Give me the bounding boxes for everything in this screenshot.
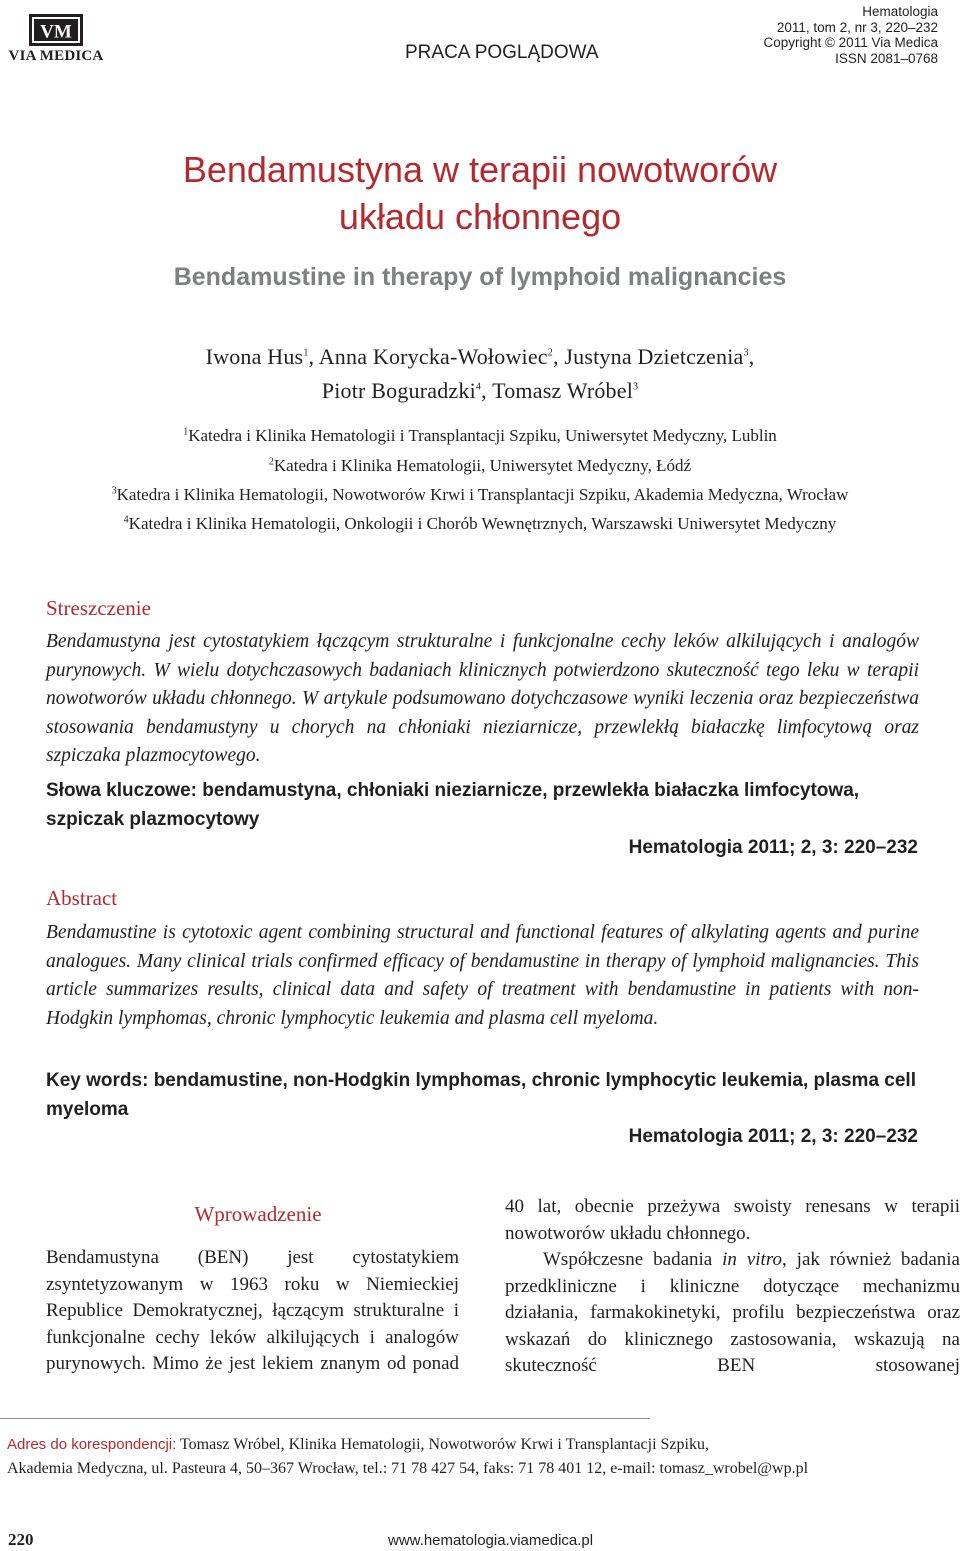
author-name: Tomasz Wróbel (492, 378, 634, 403)
intro-paragraph: Współczesne badania in vitro, jak również badania przedkliniczne i kliniczne dotyczące mechanizmu działania, farmakokinetyki, profilu bezpieczeństwa oraz wskazań do klinicznego zastosowania, wskazują na skuteczność BEN stosowanej (505, 1249, 960, 1376)
abstract-body: Bendamustine is cytotoxic agent combining structural and functional features of alkylating agents and purine analogues. Many clinical trials confirmed efficacy of bendamustine in therapy of lymphoid malignancies. This article summarizes results, clinical data and safety of treatment with bendamustine in patients with non-Hodgkin lymphomas, chronic lymphocytic leukemia and plasma cell myeloma. (46, 922, 919, 1029)
author-affiliation-ref: 4 (475, 381, 482, 393)
journal-url[interactable]: www.hematologia.viamedica.pl (388, 1532, 594, 1549)
author-name: Piotr Boguradzki (321, 378, 476, 403)
abstract-keywords: Key words: bendamustine, non-Hodgkin lymphomas, chronic lymphocytic leukemia, plasma cell myeloma (46, 1070, 916, 1120)
article-subtitle: Bendamustine in therapy of lymphoid malignancies (173, 263, 787, 291)
correspondence-address: Adres do korespondencji: Tomasz Wróbel, Klinika Hematologii, Nowotworów Krwi i Transplantacji Szpiku, Akademia Medyczna, ul. Pasteura 4, 50–367 Wrocław, tel.: 71 78 427 54, faks: 71 78 401 12, e-mail: tomasz_wrobel@wp.pl (7, 1436, 809, 1477)
intro-paragraph: Bendamustyna (BEN) jest cytostatykiem zsyntetyzowanym w 1963 roku w Niemieckiej Republice Demokratycznej, łączącym strukturalne i funkcjonalne cechy leków alkilujących i analogów purynowych. Mimo że jest lekiem znanym od ponad (46, 1247, 459, 1374)
streszczenie-citation: Hematologia 2011; 2, 3: 220–232 (628, 837, 918, 858)
journal-issn: ISSN 2081–0768 (835, 50, 938, 66)
affiliation: $^2$Katedra i Klinika Hematologii, Uniwersytet Medyczny, Łódź (268, 456, 692, 475)
intro-heading: Wprowadzenie (194, 1202, 322, 1226)
intro-left-column (46, 1245, 459, 1378)
author-line-1: Iwona Hus$^1$, Anna Korycka-Wołowiec$^2$, Justyna Dzietczenia$^3$, (205, 344, 755, 369)
abstract-heading: Abstract (46, 886, 118, 910)
title-line-1: Bendamustyna w terapii nowotworów (182, 149, 778, 190)
author-affiliation-ref: 3 (633, 381, 639, 393)
title-line-2: układu chłonnego (338, 196, 622, 237)
correspondence-label: Adres do korespondencji: (7, 1436, 177, 1453)
via-medica-logo-icon (29, 14, 83, 46)
intro-right-column (505, 1194, 960, 1380)
author-line-2: Piotr Boguradzki$^4$, Tomasz Wróbel$^3$ (321, 378, 639, 403)
author-name: Anna Korycka-Wołowiec (318, 344, 548, 369)
intro-paragraph: 40 lat, obecnie przeżywa swoisty renesans w terapii nowotworów układu chłonnego. (505, 1196, 960, 1244)
affiliation: $^1$Katedra i Klinika Hematologii i Transplantacji Szpiku, Uniwersytet Medyczny, Lublin (183, 426, 777, 445)
svg-text:VM: VM (40, 21, 72, 43)
affiliation: $^4$Katedra i Klinika Hematologii, Onkologii i Chorób Wewnętrznych, Warszawski Uniwersytet Medyczny (123, 514, 837, 533)
affiliation: $^3$Katedra i Klinika Hematologii, Nowotworów Krwi i Transplantacji Szpiku, Akademia Medyczna, Wrocław (111, 485, 849, 504)
streszczenie-heading: Streszczenie (46, 596, 151, 620)
article-type: PRACA POGLĄDOWA (405, 42, 599, 63)
author-list (0, 340, 960, 408)
journal-issue: 2011, tom 2, nr 3, 220–232 (776, 19, 938, 35)
author-affiliation-ref: 3 (743, 347, 749, 359)
streszczenie-body: Bendamustyna jest cytostatykiem łączącym strukturalne i funkcjonalne cechy leków alkilujących i analogów purynowych. W wielu dotychczasowych badaniach klinicznych potwierdzono skuteczność tego leku w terapii nowotworów układu chłonnego. W artykule podsumowano dotychczasowe wyniki leczenia oraz bezpieczeństwa stosowania bendamustyny u chorych na chłoniaki nieziarnicze, przewlekłą białaczkę limfocytową oraz szpiczaka plazmocytowego. (46, 631, 919, 766)
article-title (0, 146, 960, 240)
via-medica-logo (8, 14, 104, 64)
journal-copyright: Copyright © 2011 Via Medica (763, 35, 938, 50)
author-affiliation-ref: 2 (547, 347, 553, 359)
streszczenie-keywords: Słowa kluczowe: bendamustyna, chłoniaki nieziarnicze, przewlekła białaczka limfocytowa, szpiczak plazmocytowy (46, 780, 860, 830)
journal-info (763, 4, 938, 66)
logo-text: VIA MEDICA (8, 48, 104, 64)
footnote-divider (0, 1418, 650, 1419)
author-name: Iwona Hus (205, 344, 304, 369)
author-affiliation-ref: 1 (303, 347, 309, 359)
abstract-citation: Hematologia 2011; 2, 3: 220–232 (628, 1126, 918, 1147)
page-number: 220 (8, 1530, 34, 1549)
journal-name: Hematologia (862, 4, 938, 19)
author-name: Justyna Dzietczenia (564, 344, 744, 369)
